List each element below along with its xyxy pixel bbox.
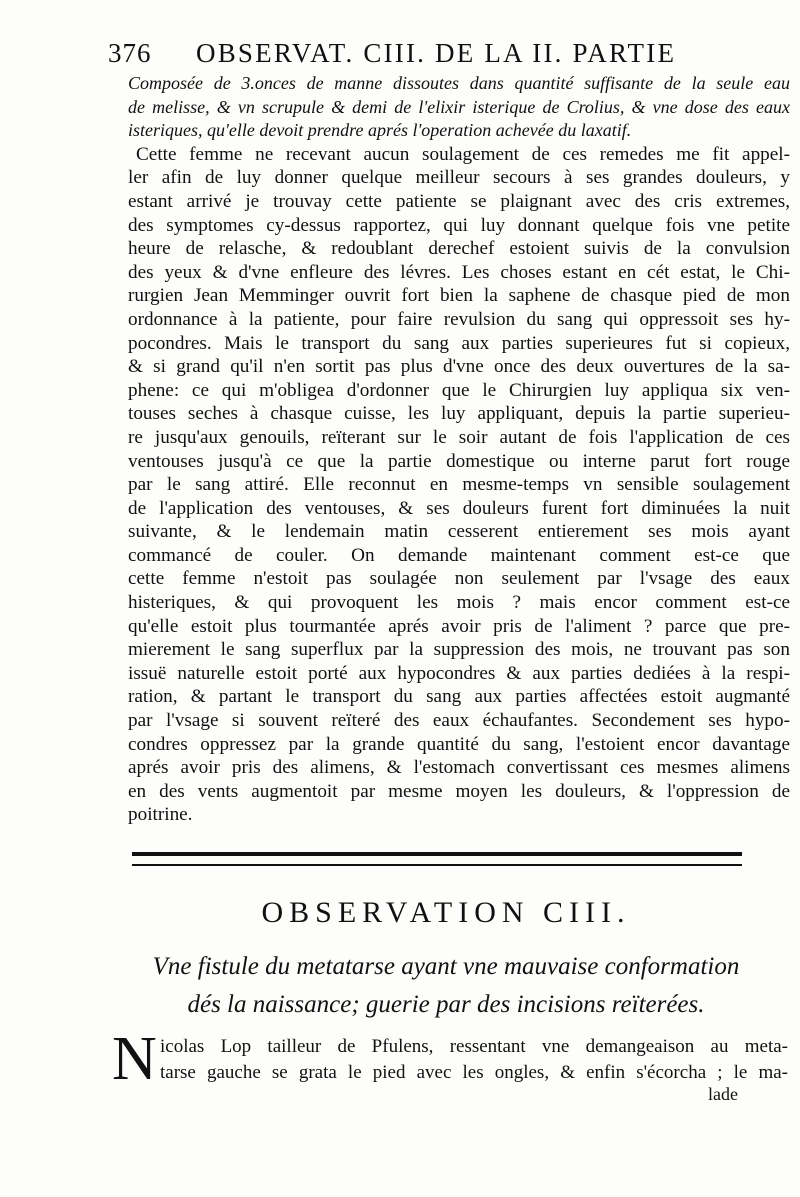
body-line: heure de relasche, & redoublant derechef estoient suivis de la convulsion [128,238,790,260]
section-rule-thick [132,852,742,856]
body-line: commancé de couler. On demande maintenant comment est-ce que [128,544,790,566]
body-line: des symptomes cy-dessus rapportez, qui luy donnant quelque fois vne petite [128,214,790,236]
page-header [108,38,798,72]
body-line: par l'vsage si souvent reïteré des eaux échaufantes. Secondement ses hypo- [128,710,790,732]
observation-subtitle [126,948,766,1024]
body-line: de melisse, & vn scrupule & demi de l'elixir isterique de Crolius, & vne dose des eaux [128,96,790,117]
body-line: condres oppressez par la grande quantité du sang, l'estoient encor davantage [128,733,790,755]
body-line: mierement le sang superflux par la suppression des mois, ne trouvant pas son [128,639,790,661]
running-title: OBSERVAT. CIII. DE LA II. PARTIE [196,38,677,68]
body-line: cette femme n'estoit pas soulagée non seulement par l'vsage des eaux [128,568,790,590]
body-line: ventouses jusqu'à ce que la partie domestique ou interne parut fort rouge [128,450,790,472]
body-line: Composée de 3.onces de manne dissoutes dans quantité suffisante de la seule eau [128,73,790,93]
catchword: lade [708,1084,738,1104]
body-line: pocondres. Mais le transport du sang aux parties superieures fut si copieux, [128,332,790,354]
body-line: touses seches à chasque cuisse, les luy appliquant, depuis la partie superieu- [128,403,790,425]
body-line: qu'elle estoit plus tourmantée aprés avoir pris de l'aliment ? parce que pre- [128,615,790,637]
body-line: estant arrivé je trouvay cette patiente se plaignant avec des cris extremes, [128,190,790,212]
body-line: phene: ce qui m'obligea d'ordonner que le Chirurgien luy appliqua six ven- [128,379,790,401]
observation-title: OBSERVATION CIII. [261,896,631,929]
body-text [128,72,790,827]
body-line: ordonnance à la patiente, pour faire revulsion du sang qui oppressoit ses hy- [128,308,790,330]
drop-cap: N [112,1025,157,1093]
subtitle-line: dés la naissance; guerie par des incisions reïterées. [187,991,705,1018]
observation-line: icolas Lop tailleur de Pfulens, ressentant vne demangeaison au meta- [160,1036,788,1057]
body-line: issuë naturelle estoit porté aux hypocondres & aux parties dediées à la respi- [128,662,790,684]
observation-text [160,1034,788,1086]
body-line: histeriques, & qui provoquent les mois ? mais encor comment est-ce [128,592,790,614]
page-number: 376 [108,38,152,68]
body-line: Cette femme ne recevant aucun soulagement de ces remedes me fit appel- [136,143,790,165]
body-line: par le sang attiré. Elle reconnut en mesme-temps vn sensible soulagement [128,474,790,496]
body-line: isteriques, qu'elle devoit prendre aprés l'operation achevée du laxatif. [128,120,632,141]
body-line: ration, & partant le transport du sang aux parties affectées estoit augmanté [128,686,790,708]
body-line: re jusqu'aux genouils, reïterant sur le soir autant de fois l'application de ces [128,426,790,448]
subtitle-line: Vne fistule du metatarse ayant vne mauvaise conformation [152,953,740,980]
body-line: en des vents augmentoit par mesme moyen les douleurs, & l'oppression de [128,780,790,802]
observation-line: tarse gauche se grata le pied avec les ongles, & enfin s'écorcha ; le ma- [160,1062,788,1083]
body-line: poitrine. [128,804,193,826]
body-line: de l'application des ventouses, & ses douleurs furent fort diminuées la nuit [128,497,790,519]
body-line: rurgien Jean Memminger ouvrit fort bien la saphene de chasque pied de mon [128,285,790,307]
section-rule-thin [132,864,742,866]
body-line: & si grand qu'il n'en sortit pas plus d'vne once des deux ouvertures de la sa- [128,356,790,378]
body-line: suivante, & le lendemain matin cesserent entierement ses mois ayant [128,521,790,543]
body-line: aprés avoir pris des alimens, & l'estomach convertissant ces mesmes alimens [128,757,790,779]
body-line: ler afin de luy donner quelque meilleur secours à ses grandes douleurs, y [128,167,790,189]
body-line: des yeux & d'vne enfleure des lévres. Les choses estant en cét estat, le Chi- [128,261,790,283]
